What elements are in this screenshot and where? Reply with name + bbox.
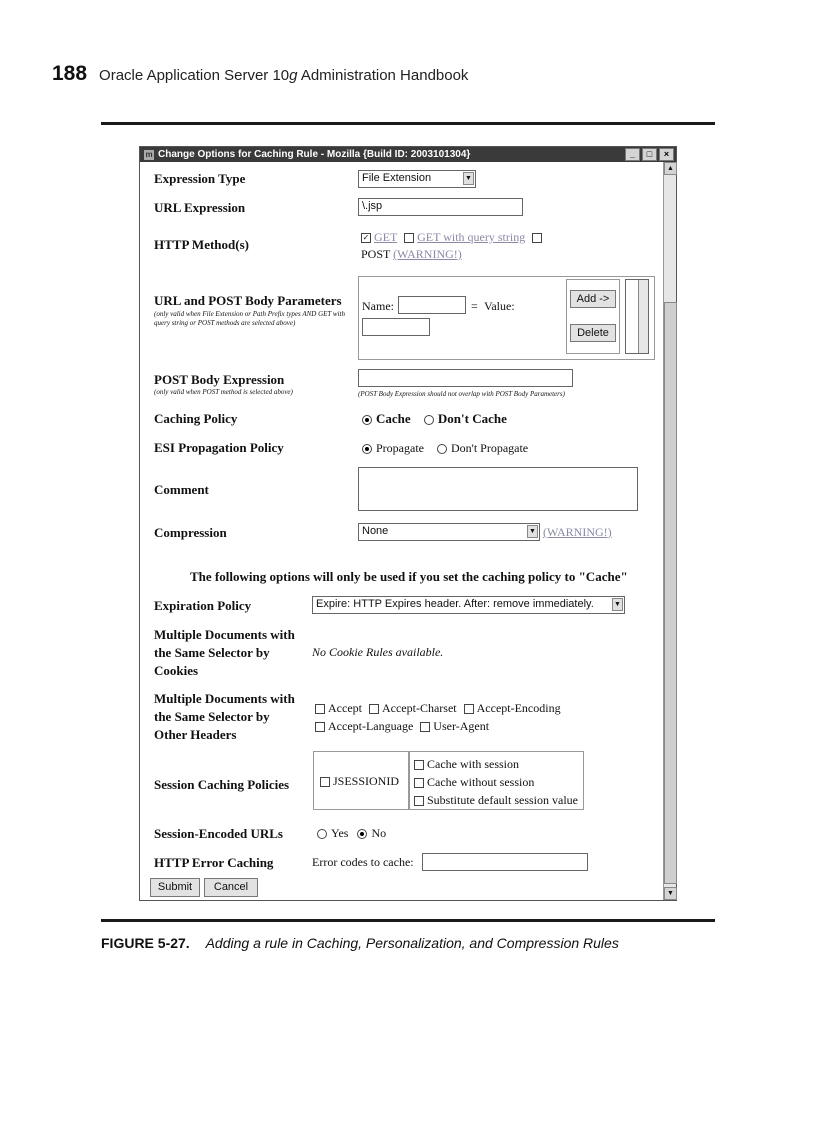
session-encoded-urls-label: Session-Encoded URLs [154, 826, 283, 841]
chevron-down-icon: ▼ [463, 172, 474, 185]
scroll-up-icon[interactable]: ▲ [664, 162, 677, 175]
param-value-input[interactable] [362, 318, 430, 336]
window-title: Change Options for Caching Rule - Mozilla {Build ID: 2003101304} [158, 149, 471, 160]
multi-docs-cookies-line3: Cookies [154, 663, 199, 678]
window-titlebar[interactable] [140, 147, 676, 162]
param-list[interactable] [625, 279, 649, 354]
multi-docs-cookies-line2: the Same Selector by [154, 645, 270, 660]
substitute-session-checkbox[interactable] [414, 796, 424, 806]
accept-label: Accept [328, 701, 362, 715]
http-error-caching-label: HTTP Error Caching [154, 855, 274, 870]
post-body-expression-hint: (POST Body Expression should not overlap with POST Body Parameters) [358, 390, 565, 398]
value-label: Value: [484, 299, 515, 313]
post-body-expression-input[interactable] [358, 369, 573, 387]
url-expression-input[interactable]: \.jsp [358, 198, 523, 216]
multi-docs-headers-line2: the Same Selector by [154, 709, 270, 724]
browser-window [139, 146, 677, 901]
chevron-down-icon: ▼ [527, 525, 538, 538]
propagate-radio[interactable] [362, 444, 372, 454]
page-number: 188 [52, 62, 88, 85]
accept-charset-checkbox[interactable] [369, 704, 379, 714]
expression-type-select[interactable] [358, 170, 476, 188]
add-param-button[interactable]: Add -> [570, 290, 616, 308]
param-list-scrollbar[interactable] [638, 280, 648, 353]
comment-label: Comment [154, 482, 209, 497]
cache-radio[interactable] [362, 415, 372, 425]
jsessionid-label: JSESSIONID [333, 774, 400, 788]
substitute-session-label: Substitute default session value [427, 793, 578, 807]
scroll-thumb[interactable] [664, 302, 677, 884]
session-options-group [414, 755, 578, 809]
accept-language-label: Accept-Language [328, 719, 414, 733]
get-checkbox[interactable]: ✓ [362, 233, 370, 243]
jsessionid-checkbox[interactable] [320, 777, 330, 787]
delete-param-button[interactable]: Delete [570, 324, 616, 342]
top-rule [101, 122, 715, 125]
book-title-rest: Administration Handbook [297, 67, 469, 84]
get-link[interactable]: GET [374, 230, 398, 244]
figure-caption-text: Adding a rule in Caching, Personalization, and Compression Rules [205, 935, 619, 951]
no-cookie-rules-text: No Cookie Rules available. [312, 645, 444, 659]
dont-propagate-radio[interactable] [437, 444, 447, 454]
compression-value: None [362, 525, 389, 537]
session-urls-yes-label: Yes [331, 826, 349, 840]
form-content [140, 162, 664, 900]
expression-type-label: Expression Type [154, 171, 246, 186]
compression-warning-link[interactable]: (WARNING!) [543, 525, 612, 539]
page-header [52, 62, 468, 86]
mozilla-app-icon: m [145, 149, 153, 159]
submit-button[interactable]: Submit [150, 878, 200, 897]
error-codes-label: Error codes to cache: [312, 855, 414, 869]
compression-label: Compression [154, 525, 227, 540]
esi-propagation-label: ESI Propagation Policy [154, 440, 284, 455]
accept-encoding-label: Accept-Encoding [476, 701, 561, 715]
user-agent-label: User-Agent [433, 719, 490, 733]
book-title [99, 67, 468, 84]
http-methods-group [361, 229, 561, 263]
post-body-expression-note: (only valid when POST method is selected above) [154, 388, 293, 396]
multi-docs-cookies-line1: Multiple Documents with [154, 627, 295, 642]
accept-charset-label: Accept-Charset [381, 701, 457, 715]
book-title-g: g [289, 67, 298, 84]
close-icon[interactable]: × [659, 148, 674, 161]
multi-docs-headers-line3: Other Headers [154, 727, 237, 742]
window-scrollbar[interactable] [663, 162, 676, 900]
dont-cache-option-label: Don't Cache [437, 411, 507, 426]
dont-cache-radio[interactable] [424, 415, 434, 425]
expiration-policy-select[interactable] [312, 596, 625, 614]
post-checkbox[interactable] [532, 233, 542, 243]
error-codes-input[interactable] [422, 853, 588, 871]
expiration-policy-value: Expire: HTTP Expires header. After: remove immediately. [316, 598, 594, 610]
compression-select[interactable] [358, 523, 540, 541]
caching-policy-label: Caching Policy [154, 411, 238, 426]
cache-only-notice: The following options will only be used if you set the caching policy to "Cache" [190, 569, 628, 584]
multi-docs-cookies-label [154, 626, 295, 680]
bottom-rule [101, 919, 715, 922]
chevron-down-icon: ▼ [612, 598, 623, 611]
cache-with-session-checkbox[interactable] [414, 760, 424, 770]
minimize-icon[interactable]: _ [625, 148, 640, 161]
user-agent-checkbox[interactable] [420, 722, 430, 732]
expression-type-value: File Extension [362, 172, 432, 184]
url-post-params-note: (only valid when File Extension or Path Prefix types AND GET with query string or POST methods are selected above) [154, 310, 345, 327]
cache-without-session-label: Cache without session [427, 775, 535, 789]
session-encoded-urls-group [317, 826, 386, 841]
post-warning-link[interactable]: (WARNING!) [393, 247, 462, 261]
propagate-option-label: Propagate [376, 441, 424, 455]
accept-language-checkbox[interactable] [315, 722, 325, 732]
equals-sign: = [471, 299, 478, 313]
http-methods-label: HTTP Method(s) [154, 237, 249, 252]
post-label: POST [361, 247, 391, 261]
caching-policy-group [362, 411, 507, 427]
scroll-down-icon[interactable]: ▼ [664, 887, 677, 900]
get-query-link[interactable]: GET with query string [417, 230, 526, 244]
cache-option-label: Cache [376, 411, 411, 426]
post-body-expression-label: POST Body Expression [154, 372, 285, 387]
session-urls-yes-radio[interactable] [317, 829, 327, 839]
figure-label: FIGURE 5-27. [101, 935, 190, 951]
accept-checkbox[interactable] [315, 704, 325, 714]
session-urls-no-radio[interactable] [357, 829, 367, 839]
esi-propagation-group [362, 441, 528, 456]
multi-docs-headers-line1: Multiple Documents with [154, 691, 295, 706]
book-title-main: Oracle Application Server 10 [99, 67, 290, 84]
comment-textarea[interactable] [358, 467, 638, 511]
accept-encoding-checkbox[interactable] [464, 704, 474, 714]
url-post-params-label: URL and POST Body Parameters [154, 293, 342, 308]
name-label: Name: [362, 299, 394, 313]
cancel-button[interactable]: Cancel [204, 878, 258, 897]
cache-without-session-checkbox[interactable] [414, 778, 424, 788]
figure-caption [101, 935, 619, 951]
cache-with-session-label: Cache with session [427, 757, 519, 771]
dont-propagate-option-label: Don't Propagate [450, 441, 529, 455]
session-caching-label: Session Caching Policies [154, 777, 290, 792]
headers-checkbox-group [315, 699, 615, 735]
expiration-policy-label: Expiration Policy [154, 598, 252, 613]
session-urls-no-label: No [371, 826, 387, 840]
maximize-icon[interactable]: □ [642, 148, 657, 161]
jsessionid-option [320, 774, 399, 789]
param-name-input[interactable] [398, 296, 466, 314]
url-expression-label: URL Expression [154, 200, 246, 215]
get-query-checkbox[interactable] [404, 233, 414, 243]
multi-docs-headers-label [154, 690, 295, 744]
